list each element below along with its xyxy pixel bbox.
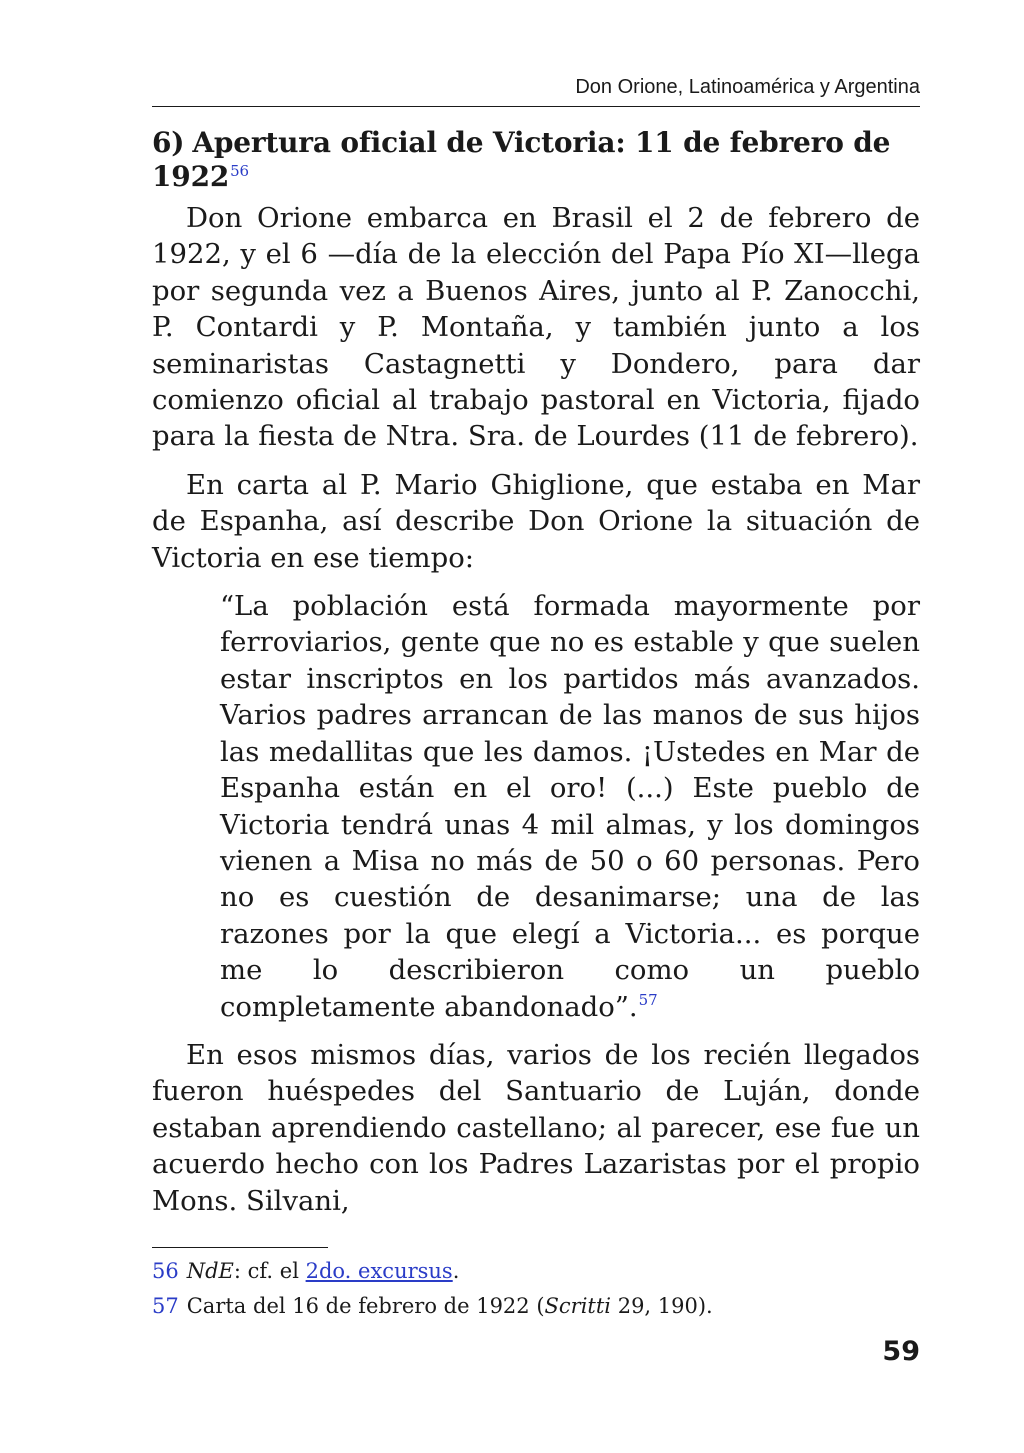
footnote-ref-56[interactable]: 56 xyxy=(230,161,249,180)
running-header xyxy=(152,74,920,107)
footnotes xyxy=(152,1247,920,1326)
paragraph: En esos mismos días, varios de los recién llegados fueron huéspedes del Santuario de Luján, donde estaban aprendiendo castellano; al parecer, ese fue un acuerdo hecho con los Padres Lazaristas por el propio Mons. Silvani, xyxy=(152,1038,920,1217)
footnote-italic: Scritti xyxy=(544,1294,612,1318)
footnote-ref-57[interactable]: 57 xyxy=(638,991,658,1010)
running-title: Don Orione, Latinoamérica y Argentina xyxy=(575,76,920,98)
footnote-end: . xyxy=(452,1259,460,1283)
quote-text: “La población está formada mayormente por ferroviarios, gente que no es estable y que suelen estar inscriptos en los partidos más avanzados. Varios padres arrancan de las manos de sus hijos las medallitas que les damos. ¡Ustedes en Mar de Espanha están en el oro! (...) Este pueblo de Victoria tendrá unas 4 mil almas, y los domingos vienen a Misa no más de 50 o 60 personas. Pero no es cuestión de desanimarse; una de las razones por la que elegí a Victoria... es porque me lo describieron como un pueblo completamente abandonado”. xyxy=(220,590,920,1023)
footnote-divider xyxy=(152,1247,328,1248)
page-content xyxy=(152,126,920,1231)
section-title-text: Apertura oficial de Victoria: 11 de febrero de 1922 xyxy=(152,126,891,193)
page-number: 59 xyxy=(882,1336,920,1367)
footnote-56 xyxy=(152,1256,920,1286)
excursus-link[interactable]: 2do. excursus xyxy=(305,1259,453,1283)
footnote-57 xyxy=(152,1291,920,1321)
paragraph: En carta al P. Mario Ghiglione, que estaba en Mar de Espanha, así describe Don Orione la situación de Victoria en ese tiempo: xyxy=(152,468,920,574)
section-number: 6) xyxy=(152,126,185,159)
footnote-number: 56 xyxy=(152,1259,179,1283)
footnote-text: Carta del 16 de febrero de 1922 ( xyxy=(186,1294,545,1318)
footnote-italic: NdE xyxy=(186,1259,234,1283)
footnote-end: 29, 190). xyxy=(611,1294,713,1318)
block-quote xyxy=(220,588,920,1025)
section-title xyxy=(152,126,920,194)
footnote-number: 57 xyxy=(152,1294,179,1318)
footnote-text: : cf. el xyxy=(233,1259,306,1283)
paragraph: Don Orione embarca en Brasil el 2 de febrero de 1922, y el 6 —día de la elección del Papa Pío XI—llega por segunda vez a Buenos Aires, junto al P. Zanocchi, P. Contardi y P. Montaña, y también junto a los seminaristas Castagnetti y Dondero, para dar comienzo oficial al trabajo pastoral en Victoria, fijado para la fiesta de Ntra. Sra. de Lourdes (11 de febrero). xyxy=(152,202,920,453)
